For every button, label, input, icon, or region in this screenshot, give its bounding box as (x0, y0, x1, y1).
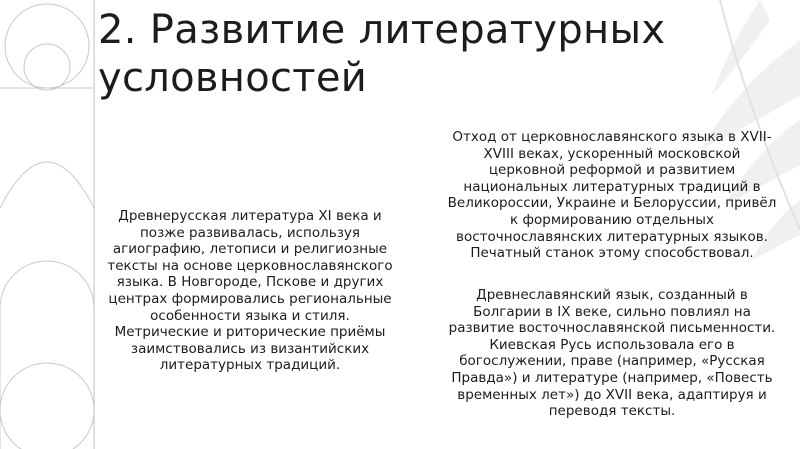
outline-circle-bottom (0, 363, 94, 449)
paragraph-old-slavonic-language: Древнеславянский язык, созданный в Болгарии в IX веке, сильно повлиял на развитие восточнославянской письменности. Киевская Русь использовала его в богослужении, праве (например, «Русская Правда») и литературе (например, «Повесть временных лет») до XVII века, адаптируя и переводя тексты. (448, 287, 776, 420)
outline-arch-tall (0, 162, 94, 208)
page-fold-shadow (94, 0, 95, 449)
paragraph-departure-from-church-slavonic: Отход от церковнославянского языка в XVII- XVIII веках, ускоренный московской церковной реформой и развитием национальных литературных традиций в Великороссии, Украине и Белоруссии, привёл к формированию отдельных восточнославянских литературных языков. Печатный станок этому способствовал. (447, 129, 777, 262)
outline-circle-small (24, 44, 70, 90)
outline-circle-large (5, 4, 89, 88)
outline-arch-wide (0, 261, 94, 449)
paragraph-old-russian-literature: Древнерусская литература XI века и позже развивалась, используя агиографию, летописи и религиозные тексты на основе церковнославянского языка. В Новгороде, Пскове и других центрах формировались региональные особенности языка и стиля. Метрические и риторические приёмы заимствовались из византийских литературных традиций. (107, 208, 393, 374)
slide-title: 2. Развитие литературных условностей (98, 7, 666, 101)
